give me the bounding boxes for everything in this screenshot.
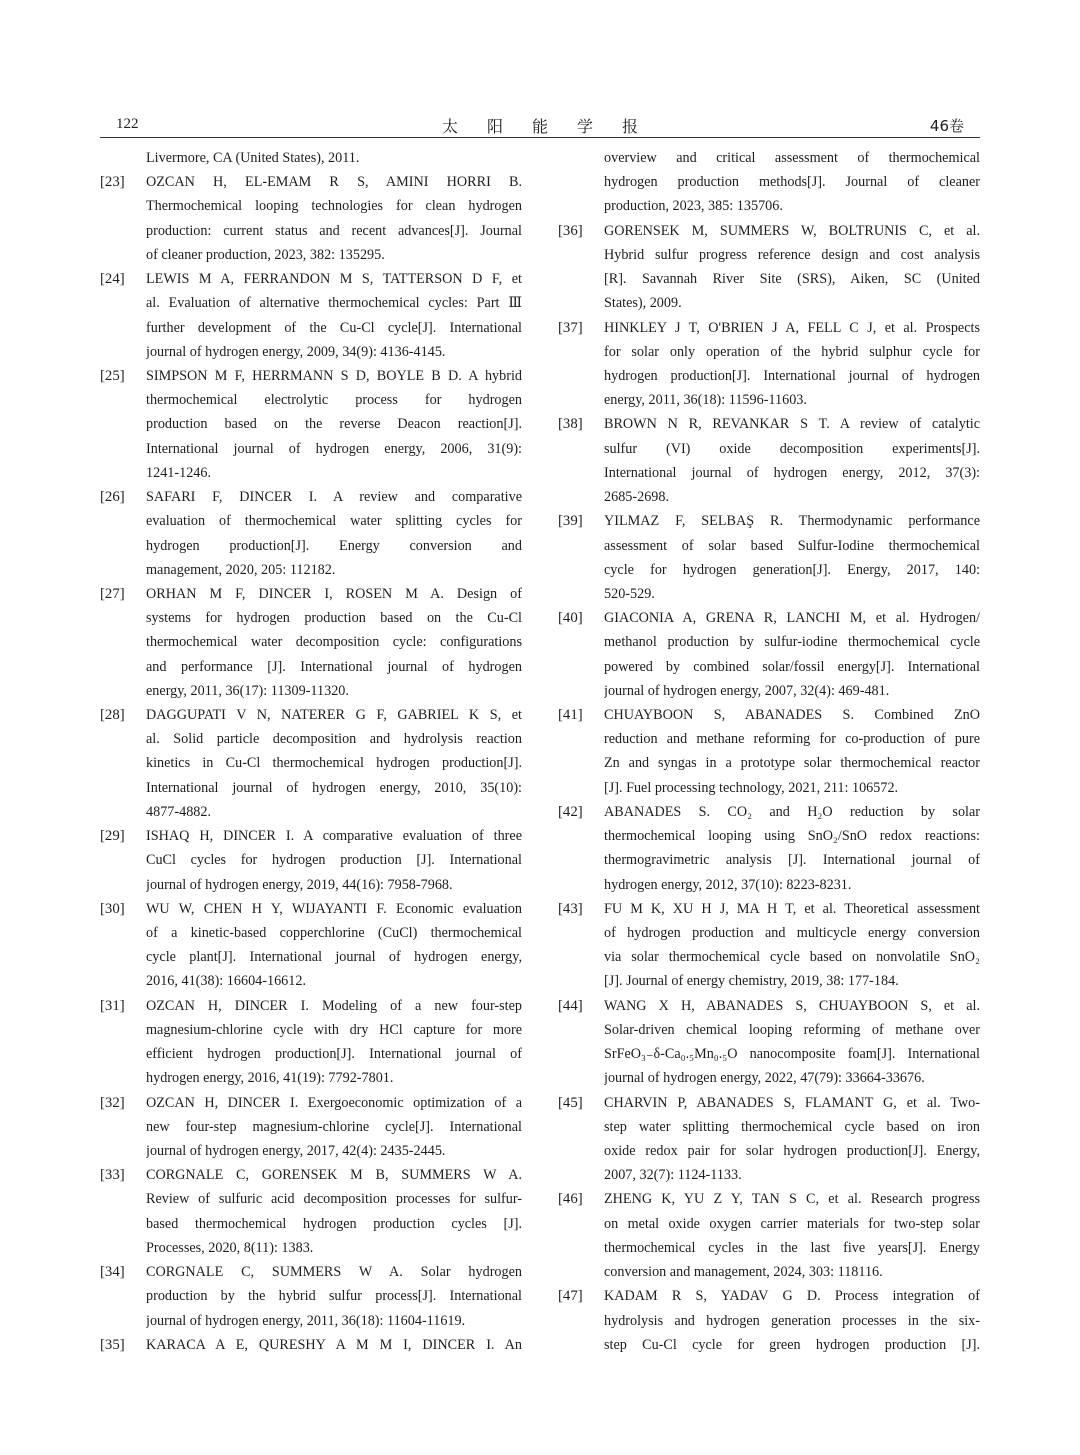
reference-line <box>558 485 980 509</box>
reference-line <box>558 606 980 630</box>
reference-line <box>558 558 980 582</box>
reference-text: energy, 2011, 36(18): 11596-11603. <box>604 392 807 409</box>
reference-line <box>558 291 980 315</box>
reference-number: [46] <box>558 1191 583 1208</box>
reference-text: OZCAN H, EL-EMAM R S, AMINI HORRI B. <box>146 174 522 191</box>
reference-text: hydrogen production[J]. Energy conversion and <box>146 537 522 554</box>
reference-line <box>100 388 522 412</box>
reference-line <box>558 776 980 800</box>
reference-text: powered by combined solar/fossil energy[J]. International <box>604 658 980 675</box>
reference-text: magnesium-chlorine cycle with dry HCl capture for more <box>146 1021 522 1038</box>
reference-text: al. Evaluation of alternative thermochemical cycles: Part Ⅲ <box>146 295 522 312</box>
reference-line <box>100 1333 522 1357</box>
reference-line <box>100 1115 522 1139</box>
reference-line <box>558 412 980 436</box>
reference-line <box>558 1309 980 1333</box>
reference-text: kinetics in Cu-Cl thermochemical hydrogen production[J]. <box>146 755 522 772</box>
reference-line <box>100 1284 522 1308</box>
reference-line <box>558 824 980 848</box>
reference-text: Processes, 2020, 8(11): 1383. <box>146 1239 314 1256</box>
reference-line <box>558 969 980 993</box>
reference-line <box>558 897 980 921</box>
reference-line <box>558 461 980 485</box>
reference-number: [30] <box>100 900 125 917</box>
reference-text: FU M K, XU H J, MA H T, et al. Theoretical assessment <box>604 900 980 917</box>
reference-line <box>100 219 522 243</box>
reference-text: journal of hydrogen energy, 2011, 36(18): 11604-11619. <box>146 1312 466 1329</box>
reference-line <box>100 1260 522 1284</box>
reference-line <box>558 1139 980 1163</box>
reference-text: thermochemical water decomposition cycle: configurations <box>146 634 522 651</box>
reference-line <box>558 219 980 243</box>
reference-text: hydrogen energy, 2012, 37(10): 8223-8231. <box>604 876 852 893</box>
reference-line <box>100 243 522 267</box>
reference-line <box>100 146 522 170</box>
reference-line <box>558 1115 980 1139</box>
reference-text: YILMAZ F, SELBAŞ R. Thermodynamic performance <box>604 513 980 530</box>
reference-number: [31] <box>100 997 125 1014</box>
reference-text: cycle plant[J]. International journal of hydrogen energy, <box>146 949 522 966</box>
reference-text: via solar thermochemical cycle based on nonvolatile SnO₂ <box>604 949 980 966</box>
reference-line <box>558 751 980 775</box>
reference-line <box>100 1309 522 1333</box>
reference-line <box>558 388 980 412</box>
reference-line <box>100 364 522 388</box>
reference-line <box>100 776 522 800</box>
reference-text: SAFARI F, DINCER I. A review and comparative <box>146 489 522 506</box>
left-column <box>100 146 522 1357</box>
reference-text: conversion and management, 2024, 303: 118116. <box>604 1264 883 1281</box>
reference-text: Hybrid sulfur progress reference design and cost analysis <box>604 246 980 263</box>
reference-line <box>558 679 980 703</box>
reference-line <box>558 921 980 945</box>
reference-line <box>100 727 522 751</box>
reference-text: cycle for hydrogen generation[J]. Energy, 2017, 140: <box>604 561 980 578</box>
reference-line <box>558 340 980 364</box>
reference-number: [41] <box>558 707 583 724</box>
reference-text: ZHENG K, YU Z Y, TAN S C, et al. Research progress <box>604 1191 980 1208</box>
reference-line <box>100 1091 522 1115</box>
reference-line <box>100 897 522 921</box>
reference-text: efficient hydrogen production[J]. International journal of <box>146 1046 522 1063</box>
reference-text: thermochemical looping using SnO₂/SnO redox reactions: <box>604 828 980 845</box>
reference-line <box>558 1260 980 1284</box>
reference-line <box>558 727 980 751</box>
reference-text: [J]. Journal of energy chemistry, 2019, 38: 177-184. <box>604 973 899 990</box>
reference-text: 2016, 41(38): 16604-16612. <box>146 973 306 990</box>
reference-text: energy, 2011, 36(17): 11309-11320. <box>146 682 349 699</box>
reference-number: [36] <box>558 222 583 239</box>
reference-line <box>558 1284 980 1308</box>
reference-line <box>558 873 980 897</box>
reference-text: evaluation of thermochemical water splitting cycles for <box>146 513 522 530</box>
reference-line <box>558 1212 980 1236</box>
reference-line <box>100 534 522 558</box>
reference-line <box>100 437 522 461</box>
reference-line <box>100 848 522 872</box>
reference-line <box>558 630 980 654</box>
reference-line <box>100 969 522 993</box>
reference-number: [26] <box>100 489 125 506</box>
reference-text: of cleaner production, 2023, 382: 135295. <box>146 246 385 263</box>
reference-number: [25] <box>100 367 125 384</box>
reference-number: [34] <box>100 1264 125 1281</box>
reference-text: journal of hydrogen energy, 2009, 34(9): 4136-4145. <box>146 343 446 360</box>
reference-text: ORHAN M F, DINCER I, ROSEN M A. Design of <box>146 585 522 602</box>
reference-line <box>100 945 522 969</box>
reference-line <box>558 1018 980 1042</box>
reference-line <box>100 1187 522 1211</box>
reference-line <box>100 194 522 218</box>
reference-line <box>100 606 522 630</box>
reference-number: [47] <box>558 1288 583 1305</box>
reference-text: CuCl cycles for hydrogen production [J]. International <box>146 852 522 869</box>
reference-line <box>558 243 980 267</box>
reference-text: OZCAN H, DINCER I. Modeling of a new four-step <box>146 997 522 1014</box>
reference-line <box>558 364 980 388</box>
reference-line <box>558 170 980 194</box>
reference-text: 520-529. <box>604 585 655 602</box>
reference-text: production, 2023, 385: 135706. <box>604 198 783 215</box>
reference-line <box>558 1091 980 1115</box>
reference-text: hydrogen energy, 2016, 41(19): 7792-7801. <box>146 1070 394 1087</box>
reference-line <box>558 194 980 218</box>
reference-line <box>558 1066 980 1090</box>
reference-text: management, 2020, 205: 112182. <box>146 561 336 578</box>
reference-number: [32] <box>100 1094 125 1111</box>
reference-text: overview and critical assessment of thermochemical <box>604 150 980 166</box>
reference-text: International journal of hydrogen energy, 2012, 37(3): <box>604 464 980 481</box>
page-number: 122 <box>116 116 139 132</box>
reference-line <box>100 1066 522 1090</box>
reference-text: hydrogen production methods[J]. Journal of cleaner <box>604 174 980 191</box>
reference-text: journal of hydrogen energy, 2017, 42(4): 2435-2445. <box>146 1142 446 1159</box>
reference-text: GIACONIA A, GRENA R, LANCHI M, et al. Hydrogen/ <box>604 610 980 627</box>
reference-line <box>100 170 522 194</box>
reference-text: International journal of hydrogen energy, 2006, 31(9): <box>146 440 522 457</box>
reference-line <box>100 630 522 654</box>
reference-line <box>558 534 980 558</box>
reference-text: journal of hydrogen energy, 2007, 32(4): 469-481. <box>604 682 890 699</box>
reference-text: [J]. Fuel processing technology, 2021, 211: 106572. <box>604 779 899 796</box>
reference-number: [44] <box>558 997 583 1014</box>
reference-line <box>558 1187 980 1211</box>
reference-line <box>100 921 522 945</box>
reference-number: [40] <box>558 610 583 627</box>
reference-text: DAGGUPATI V N, NATERER G F, GABRIEL K S, et <box>146 707 522 724</box>
reference-line <box>558 1163 980 1187</box>
reference-text: thermogravimetric analysis [J]. International journal of <box>604 852 980 869</box>
reference-text: Review of sulfuric acid decomposition processes for sulfur- <box>146 1191 522 1208</box>
page-header <box>100 112 980 138</box>
reference-text: SIMPSON M F, HERRMANN S D, BOYLE B D. A hybrid <box>146 367 522 384</box>
reference-line <box>100 1236 522 1260</box>
reference-line <box>558 703 980 727</box>
reference-text: on metal oxide oxygen carrier materials for two-step solar <box>604 1215 980 1232</box>
reference-line <box>558 994 980 1018</box>
reference-number: [33] <box>100 1167 125 1184</box>
reference-line <box>100 509 522 533</box>
reference-text: KARACA A E, QURESHY A M M I, DINCER I. An <box>146 1336 522 1353</box>
reference-text: Thermochemical looping technologies for clean hydrogen <box>146 198 522 215</box>
reference-line <box>100 751 522 775</box>
reference-line <box>100 461 522 485</box>
reference-text: systems for hydrogen production based on the Cu-Cl <box>146 610 522 627</box>
reference-line <box>100 1139 522 1163</box>
reference-line <box>100 679 522 703</box>
reference-line <box>558 1236 980 1260</box>
reference-line <box>100 994 522 1018</box>
reference-number: [24] <box>100 271 125 288</box>
reference-line <box>558 848 980 872</box>
reference-line <box>100 655 522 679</box>
reference-line <box>100 316 522 340</box>
reference-line <box>558 945 980 969</box>
reference-text: step water splitting thermochemical cycle based on iron <box>604 1118 980 1135</box>
reference-number: [43] <box>558 900 583 917</box>
reference-text: production by the hybrid sulfur process[J]. International <box>146 1288 522 1305</box>
reference-line <box>100 1163 522 1187</box>
reference-text: 4877-4882. <box>146 803 212 820</box>
reference-line <box>100 1042 522 1066</box>
reference-line <box>558 655 980 679</box>
reference-line <box>100 824 522 848</box>
reference-line <box>558 316 980 340</box>
reference-text: [R]. Savannah River Site (SRS), Aiken, SC (United <box>604 271 980 288</box>
reference-text: CORGNALE C, GORENSEK M B, SUMMERS W A. <box>146 1167 522 1184</box>
reference-text: journal of hydrogen energy, 2019, 44(16): 7958-7968. <box>146 876 453 893</box>
reference-text: oxide redox pair for solar hydrogen production[J]. Energy, <box>604 1142 980 1159</box>
reference-text: GORENSEK M, SUMMERS W, BOLTRUNIS C, et al. <box>604 222 980 239</box>
reference-text: 2685-2698. <box>604 489 670 506</box>
reference-line <box>100 340 522 364</box>
reference-line <box>100 291 522 315</box>
reference-text: methanol production by sulfur-iodine thermochemical cycle <box>604 634 980 651</box>
reference-text: States), 2009. <box>604 295 682 312</box>
reference-line <box>100 558 522 582</box>
reference-text: KADAM R S, YADAV G D. Process integration of <box>604 1288 980 1305</box>
reference-text: BROWN N R, REVANKAR S T. A review of catalytic <box>604 416 980 433</box>
reference-text: hydrolysis and hydrogen generation processes in the six- <box>604 1312 980 1329</box>
reference-text: CHUAYBOON S, ABANADES S. Combined ZnO <box>604 707 980 724</box>
reference-number: [35] <box>100 1336 125 1353</box>
reference-text: further development of the Cu-Cl cycle[J]. International <box>146 319 522 336</box>
reference-text: LEWIS M A, FERRANDON M S, TATTERSON D F, et <box>146 271 522 288</box>
reference-text: and performance [J]. International journal of hydrogen <box>146 658 522 675</box>
reference-line <box>558 437 980 461</box>
reference-text: thermochemical cycles in the last five years[J]. Energy <box>604 1239 980 1256</box>
reference-text: sulfur (VI) oxide decomposition experiments[J]. <box>604 440 980 457</box>
volume-label: 46卷 <box>929 117 964 135</box>
reference-line <box>558 509 980 533</box>
reference-line <box>100 582 522 606</box>
reference-text: OZCAN H, DINCER I. Exergoeconomic optimization of a <box>146 1094 522 1111</box>
reference-number: [28] <box>100 707 125 724</box>
reference-text: SrFeO₃₋δ-Ca₀.₅Mn₀.₅O nanocomposite foam[J]. International <box>604 1046 980 1063</box>
reference-line <box>100 1018 522 1042</box>
reference-text: 2007, 32(7): 1124-1133. <box>604 1167 742 1184</box>
reference-text: of a kinetic-based copperchlorine (CuCl) thermochemical <box>146 925 522 941</box>
reference-line <box>558 800 980 824</box>
reference-text: hydrogen production[J]. International journal of hydrogen <box>604 367 980 384</box>
journal-title: 太阳能学报 <box>441 117 667 136</box>
reference-text: journal of hydrogen energy, 2022, 47(79): 33664-33676. <box>604 1070 925 1087</box>
reference-text: CHARVIN P, ABANADES S, FLAMANT G, et al. Two- <box>604 1094 980 1111</box>
reference-number: [42] <box>558 803 583 820</box>
reference-text: assessment of solar based Sulfur-Iodine thermochemical <box>604 537 980 554</box>
reference-line <box>558 146 980 170</box>
reference-line <box>558 267 980 291</box>
reference-number: [37] <box>558 319 583 336</box>
reference-line <box>100 485 522 509</box>
right-column <box>558 146 980 1357</box>
reference-text: WANG X H, ABANADES S, CHUAYBOON S, et al. <box>604 997 980 1014</box>
reference-number: [39] <box>558 513 583 530</box>
reference-text: Solar-driven chemical looping reforming of methane over <box>604 1021 980 1038</box>
reference-text: Zn and syngas in a prototype solar thermochemical reactor <box>604 755 980 772</box>
reference-text: thermochemical electrolytic process for hydrogen <box>146 392 522 409</box>
reference-line <box>100 800 522 824</box>
reference-text: ISHAQ H, DINCER I. A comparative evaluation of three <box>146 828 522 845</box>
reference-number: [29] <box>100 828 125 845</box>
reference-line <box>100 267 522 291</box>
reference-line <box>100 1212 522 1236</box>
reference-text: new four-step magnesium-chlorine cycle[J]. International <box>146 1118 522 1135</box>
reference-line <box>100 873 522 897</box>
reference-number: [45] <box>558 1094 583 1111</box>
reference-number: [38] <box>558 416 583 433</box>
reference-text: CORGNALE C, SUMMERS W A. Solar hydrogen <box>146 1264 522 1281</box>
reference-text: production based on the reverse Deacon reaction[J]. <box>146 416 522 433</box>
reference-number: [23] <box>100 174 125 191</box>
reference-text: ABANADES S. CO₂ and H₂O reduction by solar <box>604 803 980 820</box>
reference-text: HINKLEY J T, O'BRIEN J A, FELL C J, et al. Prospects <box>604 319 980 336</box>
reference-text: International journal of hydrogen energy, 2010, 35(10): <box>146 779 522 796</box>
header-rule <box>100 137 980 138</box>
reference-number: [27] <box>100 585 125 602</box>
reference-text: based thermochemical hydrogen production cycles [J]. <box>146 1215 522 1232</box>
reference-text: of hydrogen production and multicycle energy conversion <box>604 925 980 941</box>
reference-text: WU W, CHEN H Y, WIJAYANTI F. Economic evaluation <box>146 900 522 917</box>
reference-line <box>100 703 522 727</box>
reference-line <box>558 1333 980 1357</box>
reference-text: 1241-1246. <box>146 464 212 481</box>
reference-text: production: current status and recent advances[J]. Journal <box>146 222 522 239</box>
reference-text: Livermore, CA (United States), 2011. <box>146 150 360 166</box>
reference-line <box>558 582 980 606</box>
reference-text: al. Solid particle decomposition and hydrolysis reaction <box>146 731 522 748</box>
reference-line <box>100 412 522 436</box>
reference-text: for solar only operation of the hybrid sulphur cycle for <box>604 343 980 360</box>
reference-text: step Cu-Cl cycle for green hydrogen production [J]. <box>604 1336 980 1353</box>
reference-line <box>558 1042 980 1066</box>
reference-text: reduction and methane reforming for co-production of pure <box>604 731 980 748</box>
